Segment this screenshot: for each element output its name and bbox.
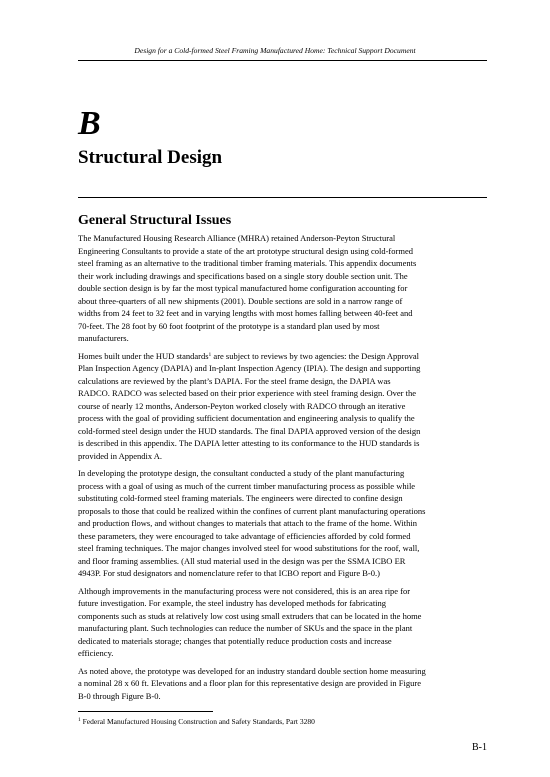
paragraph-hud-review — [78, 350, 490, 463]
text-line: As noted above, the prototype was developed for an industry standard double section home measuring — [78, 665, 426, 676]
footnote-text: Federal Manufactured Housing Construction and Safety Standards, Part 3280 — [80, 717, 315, 726]
text-line: their work including drawings and specifications based on a single story double section unit. The — [78, 270, 408, 281]
text-fragment: are subject to reviews by two agencies: the Design Approval — [211, 350, 420, 361]
text-line: In developing the prototype design, the consultant conducted a study of the plant manufacturing — [78, 468, 405, 478]
text-line: about three-quarters of all new shipments (2001). Double sections are sold in a narrow range of — [78, 295, 403, 306]
text-line: Although improvements in the manufacturing process were not considered, this is an area ripe for — [78, 585, 411, 596]
text-fragment: Homes built under the HUD standards — [78, 350, 209, 361]
text-line: B-0 through Figure B-0. — [78, 690, 161, 701]
text-line: efficiency. — [78, 648, 114, 658]
text-line: manufacturing plant. Such technologies can reduce the number of SKUs and the space in the plant — [78, 623, 413, 633]
text-line: steel framing as an alternative to the traditional timber framing materials. This appendix documents — [78, 258, 417, 268]
paragraph-intro — [78, 232, 490, 345]
text-line: substituting cold-formed steel framing materials. The engineers were directed to confine design — [78, 493, 403, 503]
text-line: RADCO. RADCO was selected based on their prior experience with steel framing design. Over the — [78, 388, 417, 398]
text-line: manufacturers. — [78, 333, 129, 343]
text-line: 4943P. For stud designators and nomenclature refer to that ICBO report and Figure B-0.) — [78, 568, 380, 578]
paragraph-dimensions — [78, 665, 490, 703]
footnote-reference[interactable]: 1 — [208, 351, 212, 358]
text-line: these parameters, they were encouraged to take advantage of efficiencies afforded by cold formed — [78, 530, 411, 541]
text-line: Plan Inspection Agency (DAPIA) and In-plant Inspection Agency (IPIA). The design and supporting — [78, 363, 421, 373]
running-header: Design for a Cold-formed Steel Framing Manufactured Home: Technical Support Document — [134, 46, 416, 55]
chapter-title: Structural Design — [78, 147, 223, 168]
paragraph-prototype-design — [78, 467, 490, 580]
text-line: and floor framing assemblies. (All stud material used in the design was per the SSMA ICBO ER — [78, 555, 406, 566]
text-line: widths from 24 feet to 32 feet and in varying lengths with most homes falling between 40-feet and — [78, 308, 413, 318]
page-number: B-1 — [472, 742, 487, 753]
footnote — [78, 717, 315, 727]
header-rule — [78, 60, 487, 61]
section-divider — [78, 197, 487, 198]
footnote-number: 1 — [78, 717, 81, 723]
text-line: future investigation. For example, the steel industry has developed methods for fabricating — [78, 598, 387, 608]
text-line: 70-feet. The 28 foot by 60 foot footprint of the prototype is a standard plan used by most — [78, 320, 380, 331]
text-line: cold-formed steel design under the HUD standards. The final DAPIA approved version of the design — [78, 425, 421, 436]
text-line: dedicated to materials storage; changes that potentially reduce production costs and increase — [78, 635, 392, 646]
text-line: proposals to those that could be realized within the confines of current plant manufacturing operations — [78, 505, 426, 516]
text-line: components such as studs at relatively low cost using small extruders that can be located in the home — [78, 610, 422, 621]
paragraph-improvements — [78, 585, 490, 660]
text-line: is described in this appendix. The DAPIA letter attesting to its conformance to the HUD standards is — [78, 438, 420, 448]
appendix-letter: B — [78, 105, 101, 142]
body-text — [78, 232, 490, 707]
text-line: process with the goal of providing sufficient documentation and engineering analysis to qualify the — [78, 413, 415, 423]
text-line: provided in Appendix A. — [78, 450, 163, 461]
text-line: steel framing techniques. The major changes involved steel for wood substitutions for the roof, wall, — [78, 543, 420, 553]
text-line: calculations are reviewed by the plant’s DAPIA. For the steel frame design, the DAPIA was — [78, 375, 391, 386]
footnote-divider — [78, 711, 213, 712]
text-line — [78, 350, 490, 363]
text-line: a nominal 28 x 60 ft. Elevations and a floor plan for this representative design are provided in Figure — [78, 678, 421, 688]
section-heading: General Structural Issues — [78, 213, 232, 228]
text-line: and production flows, and without changes to materials that attach to the frame of the home. Within — [78, 518, 417, 528]
text-line: The Manufactured Housing Research Alliance (MHRA) retained Anderson-Peyton Structural — [78, 233, 396, 243]
text-line: process with a goal of using as much of the current timber manufacturing process as possible while — [78, 480, 416, 491]
text-line: double section design is by far the most typical manufactured home configuration accounting for — [78, 283, 408, 293]
text-line: Engineering Consultants to provide a state of the art prototype structural design using cold-formed — [78, 245, 413, 256]
text-line: course of nearly 12 months, Anderson-Peyton worked closely with RADCO through an iterative — [78, 400, 406, 411]
